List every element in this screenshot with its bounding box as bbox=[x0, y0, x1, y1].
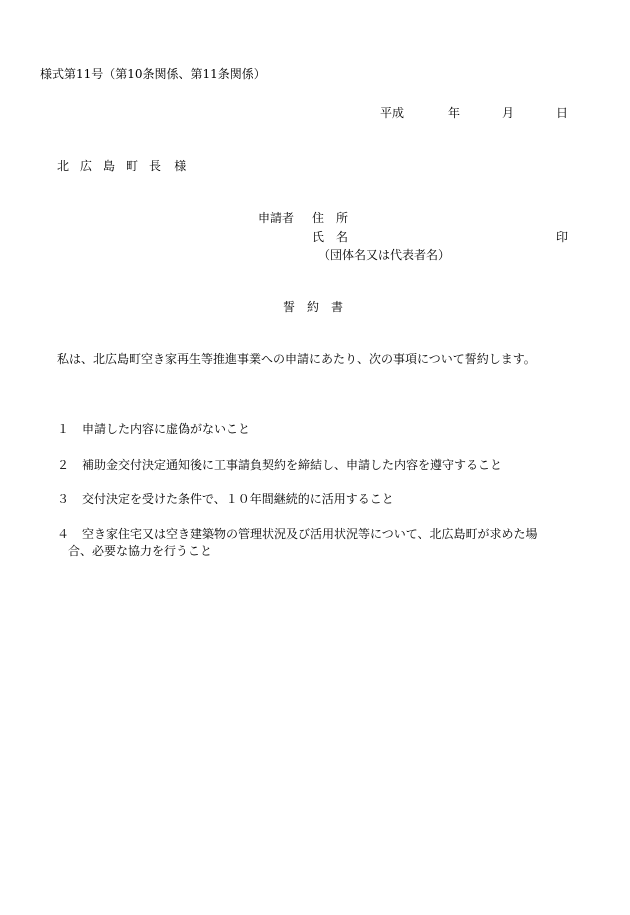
item-number: ３ bbox=[57, 492, 70, 506]
applicant-label: 申請者 bbox=[258, 211, 295, 225]
item-number: ２ bbox=[57, 458, 70, 472]
item-text: 補助金交付決定通知後に工事請負契約を締結し、申請した内容を遵守すること bbox=[82, 458, 503, 472]
addressee bbox=[57, 160, 190, 172]
addressee-honorific: 様 bbox=[174, 159, 190, 173]
seal-mark: 印 bbox=[556, 230, 569, 244]
item-number: ４ bbox=[57, 527, 70, 541]
item-number: １ bbox=[57, 422, 70, 436]
group-name-note: （団体名又は代表者名） bbox=[318, 248, 451, 262]
item-text-continuation: 合、必要な協力を行うこと bbox=[68, 544, 213, 558]
date-day: 日 bbox=[556, 106, 569, 120]
address-label: 住 所 bbox=[312, 211, 349, 225]
date-era: 平成 bbox=[380, 106, 405, 120]
document-title: 誓 約 書 bbox=[283, 300, 344, 314]
date-month: 月 bbox=[502, 106, 515, 120]
item-text: 空き家住宅又は空き建築物の管理状況及び活用状況等について、北広島町が求めた場 bbox=[82, 527, 538, 541]
name-label: 氏 名 bbox=[312, 230, 349, 244]
item-text: 交付決定を受けた条件で、１０年間継続的に活用すること bbox=[82, 492, 394, 506]
form-number: 様式第11号（第10条関係、第11条関係） bbox=[40, 67, 266, 81]
item-text: 申請した内容に虚偽がないこと bbox=[82, 422, 251, 436]
date-year: 年 bbox=[448, 106, 461, 120]
pledge-intro: 私は、北広島町空き家再生等推進事業への申請にあたり、次の事項について誓約します。 bbox=[57, 352, 536, 366]
addressee-name: 北 広 島 町 長 bbox=[57, 159, 165, 173]
